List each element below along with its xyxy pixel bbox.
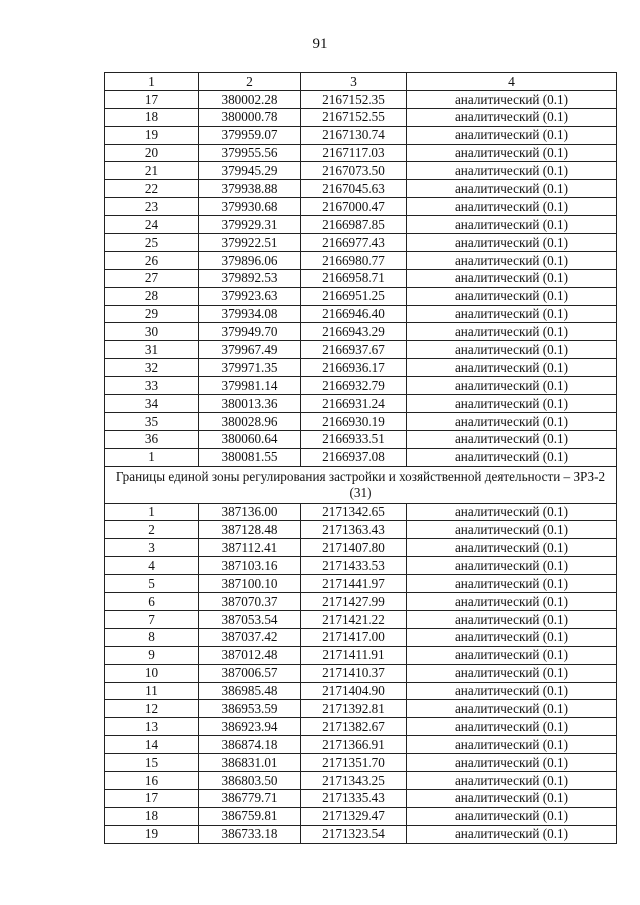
- method-accuracy-cell: аналитический (0.1): [407, 395, 617, 413]
- x-coordinate-cell: 387100.10: [199, 575, 301, 593]
- x-coordinate-cell: 386953.59: [199, 700, 301, 718]
- table-row: [105, 162, 617, 180]
- point-number-cell: 15: [105, 754, 199, 772]
- table-row: [105, 754, 617, 772]
- section-title-row: [105, 466, 617, 503]
- table-row: [105, 126, 617, 144]
- method-accuracy-cell: аналитический (0.1): [407, 198, 617, 216]
- method-accuracy-cell: аналитический (0.1): [407, 736, 617, 754]
- x-coordinate-cell: 386831.01: [199, 754, 301, 772]
- y-coordinate-cell: 2166933.51: [301, 430, 407, 448]
- y-coordinate-cell: 2166943.29: [301, 323, 407, 341]
- y-coordinate-cell: 2171382.67: [301, 718, 407, 736]
- x-coordinate-cell: 387112.41: [199, 539, 301, 557]
- method-accuracy-cell: аналитический (0.1): [407, 718, 617, 736]
- point-number-cell: 35: [105, 412, 199, 430]
- point-number-cell: 27: [105, 269, 199, 287]
- table-row: [105, 593, 617, 611]
- table-row: [105, 377, 617, 395]
- method-accuracy-cell: аналитический (0.1): [407, 789, 617, 807]
- method-accuracy-cell: аналитический (0.1): [407, 700, 617, 718]
- y-coordinate-cell: 2166931.24: [301, 395, 407, 413]
- point-number-cell: 1: [105, 448, 199, 466]
- y-coordinate-cell: 2166977.43: [301, 234, 407, 252]
- y-coordinate-cell: 2171427.99: [301, 593, 407, 611]
- point-number-cell: 22: [105, 180, 199, 198]
- table-row: [105, 557, 617, 575]
- method-accuracy-cell: аналитический (0.1): [407, 448, 617, 466]
- method-accuracy-cell: аналитический (0.1): [407, 682, 617, 700]
- table-row: [105, 144, 617, 162]
- x-coordinate-cell: 387037.42: [199, 628, 301, 646]
- x-coordinate-cell: 379896.06: [199, 251, 301, 269]
- point-number-cell: 16: [105, 771, 199, 789]
- column-header-3: 3: [301, 73, 407, 91]
- x-coordinate-cell: 379959.07: [199, 126, 301, 144]
- x-coordinate-cell: 387103.16: [199, 557, 301, 575]
- x-coordinate-cell: 380002.28: [199, 90, 301, 108]
- point-number-cell: 7: [105, 610, 199, 628]
- x-coordinate-cell: 380028.96: [199, 412, 301, 430]
- point-number-cell: 8: [105, 628, 199, 646]
- x-coordinate-cell: 380060.64: [199, 430, 301, 448]
- table-row: [105, 90, 617, 108]
- table-row: [105, 180, 617, 198]
- table-row: [105, 718, 617, 736]
- method-accuracy-cell: аналитический (0.1): [407, 359, 617, 377]
- table-row: [105, 269, 617, 287]
- method-accuracy-cell: аналитический (0.1): [407, 305, 617, 323]
- point-number-cell: 9: [105, 646, 199, 664]
- x-coordinate-cell: 386803.50: [199, 771, 301, 789]
- y-coordinate-cell: 2171417.00: [301, 628, 407, 646]
- y-coordinate-cell: 2171407.80: [301, 539, 407, 557]
- y-coordinate-cell: 2166937.08: [301, 448, 407, 466]
- x-coordinate-cell: 379971.35: [199, 359, 301, 377]
- x-coordinate-cell: 386733.18: [199, 825, 301, 843]
- table-body-part-2: [105, 503, 617, 843]
- point-number-cell: 19: [105, 126, 199, 144]
- y-coordinate-cell: 2167000.47: [301, 198, 407, 216]
- section-divider: [105, 466, 617, 503]
- method-accuracy-cell: аналитический (0.1): [407, 807, 617, 825]
- x-coordinate-cell: 380013.36: [199, 395, 301, 413]
- method-accuracy-cell: аналитический (0.1): [407, 162, 617, 180]
- x-coordinate-cell: 387006.57: [199, 664, 301, 682]
- table-row: [105, 395, 617, 413]
- coordinates-table: [104, 72, 617, 844]
- method-accuracy-cell: аналитический (0.1): [407, 593, 617, 611]
- table-row: [105, 341, 617, 359]
- y-coordinate-cell: 2171366.91: [301, 736, 407, 754]
- table-row: [105, 575, 617, 593]
- point-number-cell: 28: [105, 287, 199, 305]
- table-row: [105, 305, 617, 323]
- point-number-cell: 1: [105, 503, 199, 521]
- point-number-cell: 33: [105, 377, 199, 395]
- y-coordinate-cell: 2171441.97: [301, 575, 407, 593]
- table-row: [105, 700, 617, 718]
- x-coordinate-cell: 379922.51: [199, 234, 301, 252]
- method-accuracy-cell: аналитический (0.1): [407, 610, 617, 628]
- method-accuracy-cell: аналитический (0.1): [407, 771, 617, 789]
- y-coordinate-cell: 2171411.91: [301, 646, 407, 664]
- x-coordinate-cell: 379949.70: [199, 323, 301, 341]
- point-number-cell: 6: [105, 593, 199, 611]
- method-accuracy-cell: аналитический (0.1): [407, 341, 617, 359]
- method-accuracy-cell: аналитический (0.1): [407, 126, 617, 144]
- y-coordinate-cell: 2167117.03: [301, 144, 407, 162]
- point-number-cell: 3: [105, 539, 199, 557]
- y-coordinate-cell: 2171323.54: [301, 825, 407, 843]
- method-accuracy-cell: аналитический (0.1): [407, 825, 617, 843]
- point-number-cell: 18: [105, 108, 199, 126]
- table-row: [105, 448, 617, 466]
- x-coordinate-cell: 386759.81: [199, 807, 301, 825]
- method-accuracy-cell: аналитический (0.1): [407, 144, 617, 162]
- x-coordinate-cell: 379955.56: [199, 144, 301, 162]
- x-coordinate-cell: 380081.55: [199, 448, 301, 466]
- table-row: [105, 825, 617, 843]
- y-coordinate-cell: 2167045.63: [301, 180, 407, 198]
- table-row: [105, 646, 617, 664]
- point-number-cell: 31: [105, 341, 199, 359]
- method-accuracy-cell: аналитический (0.1): [407, 251, 617, 269]
- y-coordinate-cell: 2171421.22: [301, 610, 407, 628]
- table-row: [105, 216, 617, 234]
- table-row: [105, 682, 617, 700]
- y-coordinate-cell: 2171433.53: [301, 557, 407, 575]
- x-coordinate-cell: 379929.31: [199, 216, 301, 234]
- section-title: Границы единой зоны регулирования застройки и хозяйственной деятельности – ЗРЗ-2 (31): [105, 466, 617, 503]
- table-row: [105, 323, 617, 341]
- y-coordinate-cell: 2166980.77: [301, 251, 407, 269]
- y-coordinate-cell: 2171410.37: [301, 664, 407, 682]
- y-coordinate-cell: 2171329.47: [301, 807, 407, 825]
- table-row: [105, 430, 617, 448]
- point-number-cell: 12: [105, 700, 199, 718]
- table-row: [105, 503, 617, 521]
- table-header-row: [105, 73, 617, 91]
- y-coordinate-cell: 2167073.50: [301, 162, 407, 180]
- y-coordinate-cell: 2171404.90: [301, 682, 407, 700]
- y-coordinate-cell: 2167152.35: [301, 90, 407, 108]
- x-coordinate-cell: 387053.54: [199, 610, 301, 628]
- x-coordinate-cell: 379923.63: [199, 287, 301, 305]
- point-number-cell: 21: [105, 162, 199, 180]
- y-coordinate-cell: 2166937.67: [301, 341, 407, 359]
- x-coordinate-cell: 379930.68: [199, 198, 301, 216]
- method-accuracy-cell: аналитический (0.1): [407, 628, 617, 646]
- point-number-cell: 11: [105, 682, 199, 700]
- method-accuracy-cell: аналитический (0.1): [407, 539, 617, 557]
- method-accuracy-cell: аналитический (0.1): [407, 664, 617, 682]
- point-number-cell: 29: [105, 305, 199, 323]
- x-coordinate-cell: 387128.48: [199, 521, 301, 539]
- table-row: [105, 287, 617, 305]
- point-number-cell: 36: [105, 430, 199, 448]
- x-coordinate-cell: 387136.00: [199, 503, 301, 521]
- point-number-cell: 26: [105, 251, 199, 269]
- point-number-cell: 24: [105, 216, 199, 234]
- method-accuracy-cell: аналитический (0.1): [407, 180, 617, 198]
- x-coordinate-cell: 380000.78: [199, 108, 301, 126]
- point-number-cell: 19: [105, 825, 199, 843]
- y-coordinate-cell: 2166987.85: [301, 216, 407, 234]
- y-coordinate-cell: 2166930.19: [301, 412, 407, 430]
- y-coordinate-cell: 2171343.25: [301, 771, 407, 789]
- method-accuracy-cell: аналитический (0.1): [407, 430, 617, 448]
- y-coordinate-cell: 2166958.71: [301, 269, 407, 287]
- method-accuracy-cell: аналитический (0.1): [407, 412, 617, 430]
- point-number-cell: 18: [105, 807, 199, 825]
- point-number-cell: 5: [105, 575, 199, 593]
- method-accuracy-cell: аналитический (0.1): [407, 90, 617, 108]
- y-coordinate-cell: 2167130.74: [301, 126, 407, 144]
- y-coordinate-cell: 2171342.65: [301, 503, 407, 521]
- column-header-4: 4: [407, 73, 617, 91]
- point-number-cell: 14: [105, 736, 199, 754]
- x-coordinate-cell: 386985.48: [199, 682, 301, 700]
- y-coordinate-cell: 2171392.81: [301, 700, 407, 718]
- point-number-cell: 2: [105, 521, 199, 539]
- method-accuracy-cell: аналитический (0.1): [407, 503, 617, 521]
- point-number-cell: 23: [105, 198, 199, 216]
- method-accuracy-cell: аналитический (0.1): [407, 234, 617, 252]
- x-coordinate-cell: 379892.53: [199, 269, 301, 287]
- table-row: [105, 412, 617, 430]
- method-accuracy-cell: аналитический (0.1): [407, 646, 617, 664]
- x-coordinate-cell: 379938.88: [199, 180, 301, 198]
- y-coordinate-cell: 2171351.70: [301, 754, 407, 772]
- x-coordinate-cell: 387012.48: [199, 646, 301, 664]
- table-row: [105, 251, 617, 269]
- y-coordinate-cell: 2171363.43: [301, 521, 407, 539]
- x-coordinate-cell: 386874.18: [199, 736, 301, 754]
- point-number-cell: 20: [105, 144, 199, 162]
- point-number-cell: 34: [105, 395, 199, 413]
- x-coordinate-cell: 379934.08: [199, 305, 301, 323]
- point-number-cell: 32: [105, 359, 199, 377]
- table-row: [105, 664, 617, 682]
- page-number: 91: [312, 36, 328, 52]
- column-header-2: 2: [199, 73, 301, 91]
- x-coordinate-cell: 379945.29: [199, 162, 301, 180]
- x-coordinate-cell: 379981.14: [199, 377, 301, 395]
- table-row: [105, 539, 617, 557]
- point-number-cell: 25: [105, 234, 199, 252]
- method-accuracy-cell: аналитический (0.1): [407, 521, 617, 539]
- table-row: [105, 359, 617, 377]
- table-row: [105, 789, 617, 807]
- method-accuracy-cell: аналитический (0.1): [407, 557, 617, 575]
- point-number-cell: 17: [105, 90, 199, 108]
- y-coordinate-cell: 2171335.43: [301, 789, 407, 807]
- method-accuracy-cell: аналитический (0.1): [407, 377, 617, 395]
- point-number-cell: 17: [105, 789, 199, 807]
- y-coordinate-cell: 2166946.40: [301, 305, 407, 323]
- table-row: [105, 198, 617, 216]
- table-row: [105, 736, 617, 754]
- method-accuracy-cell: аналитический (0.1): [407, 323, 617, 341]
- x-coordinate-cell: 379967.49: [199, 341, 301, 359]
- method-accuracy-cell: аналитический (0.1): [407, 575, 617, 593]
- method-accuracy-cell: аналитический (0.1): [407, 269, 617, 287]
- table-body-part-1: [105, 90, 617, 466]
- x-coordinate-cell: 386923.94: [199, 718, 301, 736]
- table-row: [105, 108, 617, 126]
- point-number-cell: 13: [105, 718, 199, 736]
- method-accuracy-cell: аналитический (0.1): [407, 216, 617, 234]
- point-number-cell: 10: [105, 664, 199, 682]
- y-coordinate-cell: 2166932.79: [301, 377, 407, 395]
- table-row: [105, 771, 617, 789]
- point-number-cell: 30: [105, 323, 199, 341]
- table-row: [105, 234, 617, 252]
- table-row: [105, 807, 617, 825]
- table-row: [105, 521, 617, 539]
- method-accuracy-cell: аналитический (0.1): [407, 108, 617, 126]
- point-number-cell: 4: [105, 557, 199, 575]
- column-header-1: 1: [105, 73, 199, 91]
- method-accuracy-cell: аналитический (0.1): [407, 754, 617, 772]
- x-coordinate-cell: 386779.71: [199, 789, 301, 807]
- x-coordinate-cell: 387070.37: [199, 593, 301, 611]
- y-coordinate-cell: 2167152.55: [301, 108, 407, 126]
- method-accuracy-cell: аналитический (0.1): [407, 287, 617, 305]
- y-coordinate-cell: 2166951.25: [301, 287, 407, 305]
- y-coordinate-cell: 2166936.17: [301, 359, 407, 377]
- table-row: [105, 610, 617, 628]
- table-row: [105, 628, 617, 646]
